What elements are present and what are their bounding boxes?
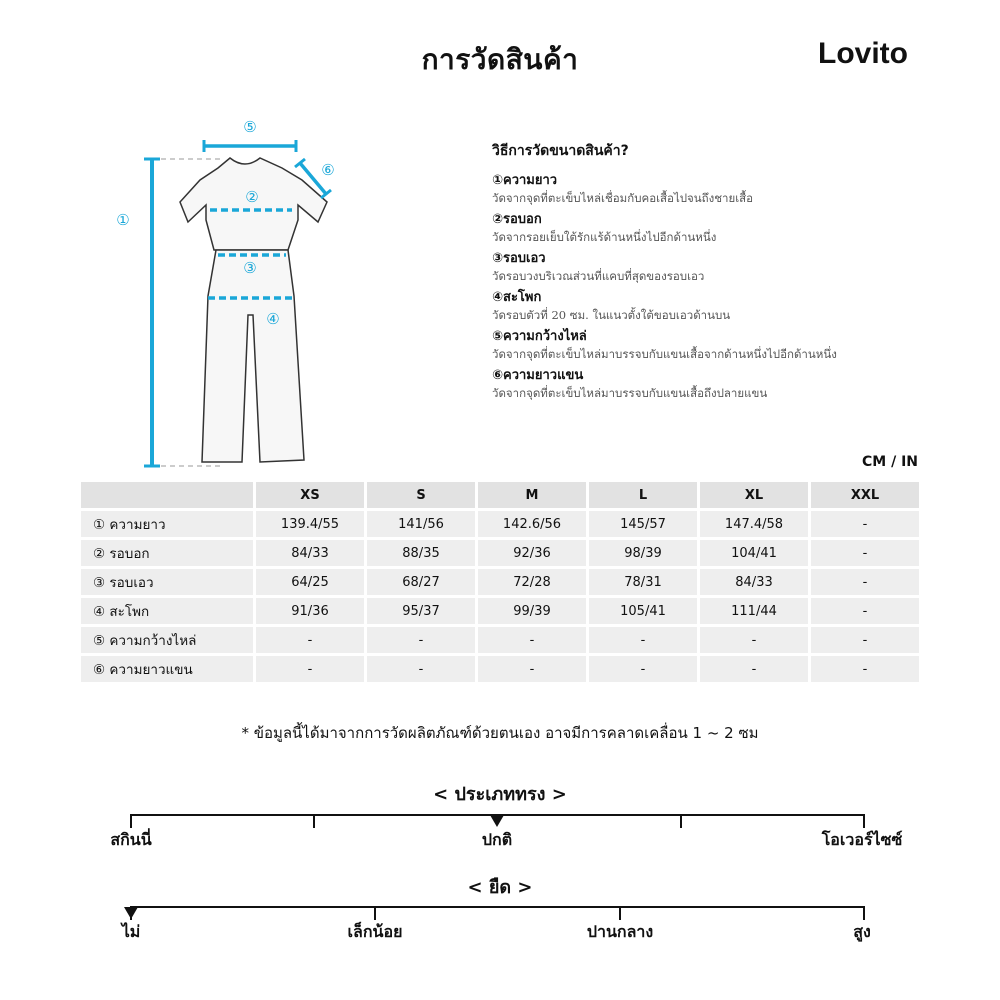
table-cell: 141/56 [367,511,475,537]
table-row [81,627,919,653]
row-label: ② รอบอก [81,540,253,566]
table-cell: 98/39 [589,540,697,566]
stretch-label-medium: ปานกลาง [586,922,654,941]
measure-name: ②รอบอก [492,212,542,227]
stretch-scale-title: < ยืด > [467,877,533,898]
table-cell: 111/44 [700,598,808,624]
table-cell: 147.4/58 [700,511,808,537]
measure-desc: วัดรอบตัวที่ 20 ซม. ในแนวตั้งใต้ขอบเอวด้านบน [492,308,731,322]
table-cell: - [700,656,808,682]
measure-name: ①ความยาว [492,173,558,188]
how-to-measure-title: วิธีการวัดขนาดสินค้า? [492,143,629,159]
table-cell: 95/37 [367,598,475,624]
fit-scale-bar [0,808,1000,830]
table-cell: 91/36 [256,598,364,624]
table-corner [81,482,253,508]
table-cell: 72/28 [478,569,586,595]
table-cell: 64/25 [256,569,364,595]
measure-desc: วัดจากจุดที่ตะเข็บไหล่เชื่อมกับคอเสื้อไปจนถึงชายเสื้อ [492,191,754,205]
how-to-measure [492,140,952,406]
stretch-label-high: สูง [853,922,871,941]
size-header: S [367,482,475,508]
stretch-label-slight: เล็กน้อย [347,922,403,941]
measure-item [492,211,952,246]
measure-desc: วัดจากจุดที่ตะเข็บไหล่มาบรรจบกับแขนเสื้อจากด้านหนึ่งไปอีกด้านหนึ่ง [492,347,837,361]
table-cell: 84/33 [700,569,808,595]
label-waist: ③ [243,259,257,277]
row-label: ⑤ ความกว้างไหล่ [81,627,253,653]
table-cell: - [811,656,919,682]
page-title: การวัดสินค้า [421,43,579,76]
table-cell: - [811,627,919,653]
table-cell: - [811,569,919,595]
row-label: ④ สะโพก [81,598,253,624]
label-hip: ④ [266,310,280,328]
label-length: ① [116,211,130,229]
table-row [81,569,919,595]
measure-desc: วัดรอบวงบริเวณส่วนที่แคบที่สุดของรอบเอว [492,269,705,283]
table-cell: 105/41 [589,598,697,624]
measure-item [492,328,952,363]
table-cell: 84/33 [256,540,364,566]
table-cell: - [589,627,697,653]
stretch-scale-bar [0,900,1000,922]
size-header: XS [256,482,364,508]
measure-desc: วัดจากรอยเย็บใต้รักแร้ด้านหนึ่งไปอีกด้านหนึ่ง [492,230,717,244]
measure-name: ⑥ความยาวแขน [492,368,584,383]
table-cell: 104/41 [700,540,808,566]
label-shoulder: ⑤ [243,118,257,136]
fit-label-oversize: โอเวอร์ไซซ์ [821,830,903,849]
table-row [81,598,919,624]
table-header-row [81,482,919,508]
length-measure-line [144,159,160,466]
table-cell: 88/35 [367,540,475,566]
measure-item [492,172,952,207]
table-cell: - [811,598,919,624]
measure-item [492,367,952,402]
table-row [81,540,919,566]
size-header: XXL [811,482,919,508]
table-cell: - [589,656,697,682]
label-sleeve: ⑥ [321,161,335,179]
measure-desc: วัดจากจุดที่ตะเข็บไหล่มาบรรจบกับแขนเสื้อถึงปลายแขน [492,386,768,400]
label-bust: ② [245,188,259,206]
size-header: M [478,482,586,508]
table-cell: 145/57 [589,511,697,537]
table-row [81,656,919,682]
fit-label-regular: ปกติ [481,830,513,849]
table-cell: - [478,627,586,653]
table-cell: - [700,627,808,653]
table-cell: - [811,511,919,537]
stretch-label-none: ไม่ [121,922,141,941]
table-cell: - [256,627,364,653]
size-header: XL [700,482,808,508]
table-row [81,511,919,537]
size-header: L [589,482,697,508]
table-cell: 78/31 [589,569,697,595]
shoulder-measure-line [204,140,296,152]
table-cell: - [811,540,919,566]
fit-selected-marker [490,815,504,827]
row-label: ③ รอบเอว [81,569,253,595]
garment-measurement-figure [110,110,350,480]
table-cell: 68/27 [367,569,475,595]
table-cell: 99/39 [478,598,586,624]
fit-label-skinny: สกินนี่ [110,830,152,849]
measurement-note: * ข้อมูลนี้ได้มาจากการวัดผลิตภัณฑ์ด้วยตนเอง อาจมีการคลาดเคลื่อน 1 ~ 2 ซม [241,724,759,742]
measure-item [492,250,952,285]
brand-logo: Lovito [818,37,908,70]
table-cell: 142.6/56 [478,511,586,537]
measure-name: ③รอบเอว [492,251,546,266]
unit-label: CM / IN [862,454,918,470]
measure-name: ④สะโพก [492,290,542,305]
table-cell: - [478,656,586,682]
row-label: ⑥ ความยาวแขน [81,656,253,682]
fit-scale-title: < ประเภททรง > [433,784,567,805]
table-cell: - [367,656,475,682]
row-label: ① ความยาว [81,511,253,537]
table-cell: - [367,627,475,653]
table-cell: - [256,656,364,682]
table-cell: 139.4/55 [256,511,364,537]
measure-item [492,289,952,324]
size-table [78,479,922,685]
stretch-selected-marker [124,907,138,919]
table-cell: 92/36 [478,540,586,566]
measure-name: ⑤ความกว้างไหล่ [492,329,587,344]
